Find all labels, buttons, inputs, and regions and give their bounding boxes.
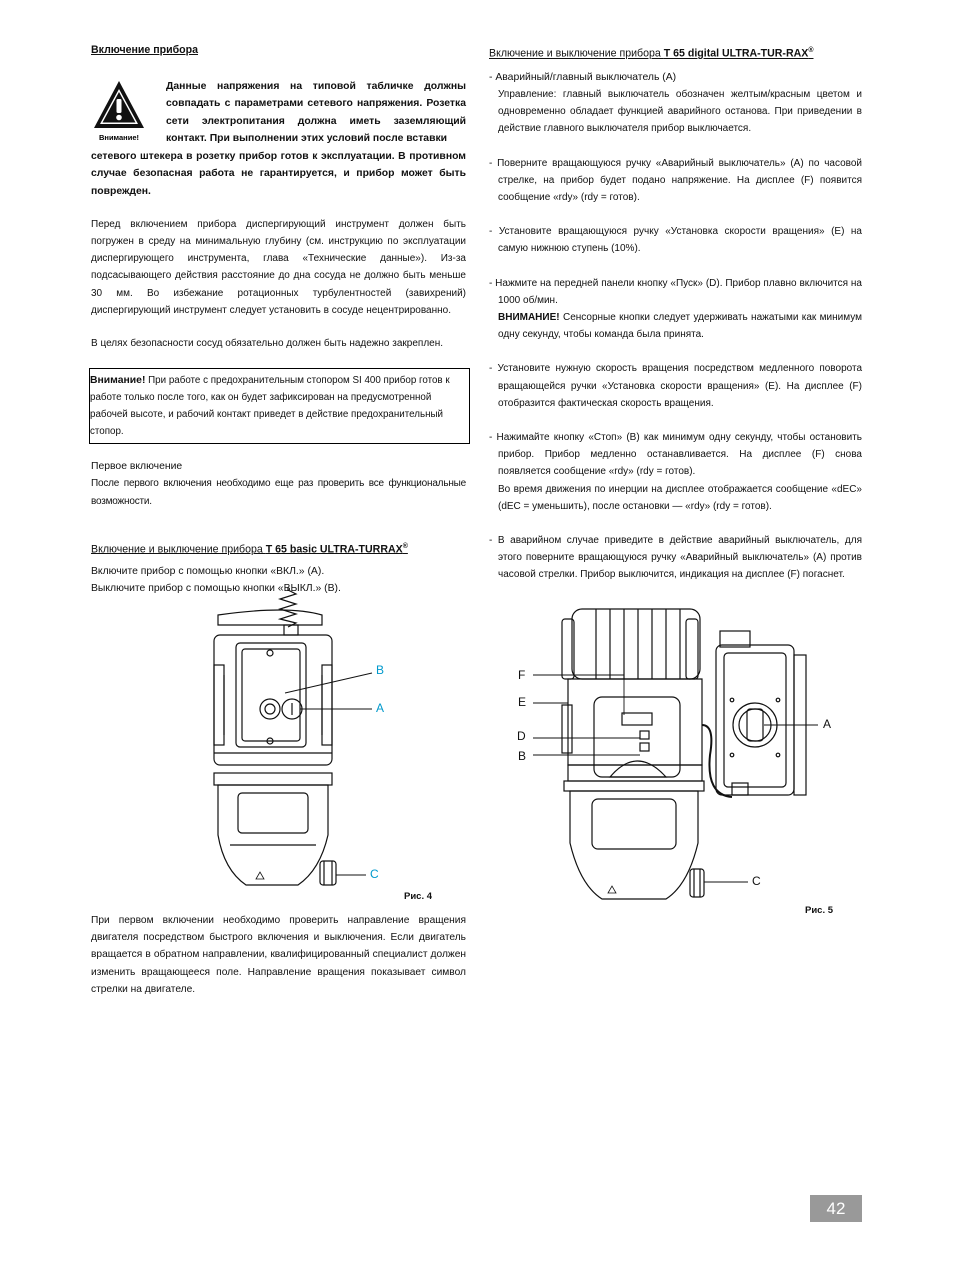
fig4-label-a: A xyxy=(376,701,385,715)
fig5-label-f: F xyxy=(518,668,526,682)
fig4-caption: Рис. 4 xyxy=(404,891,433,902)
right-column xyxy=(489,42,862,584)
first-start-title: Первое включение xyxy=(91,461,183,473)
step-turn-on: - Поверните вращающуюся ручку «Аварийный выключатель» (A) по часовой стрелке, на прибор будет подано напряжение. На дисплее (F) появится сообщение «rdy» (rdy = готов). xyxy=(489,157,862,203)
voltage-text: Данные напряжения на типовой табличке должны совпадать с параметрами сетевого напряжения. Розетка сети электропитания должна иметь заземляющий контакт. При выполнении этих условий после вставки xyxy=(166,81,466,144)
attention-note-box xyxy=(89,368,470,444)
step-set-speed-low: - Установите вращающуюся ручку «Установка скорости вращения» (E) на самую нижнюю ступень (10%). xyxy=(489,226,862,255)
emergency-switch-description: Управление: главный выключатель обозначен желтым/красным цветом и одновременно обладает функцией аварийного останова. При приведении в действие главного выключателя прибор выключается. xyxy=(498,88,862,135)
first-start-text: После первого включения необходимо еще раз проверить все функциональные возможности. xyxy=(91,478,466,507)
t65-basic-drawing xyxy=(200,585,460,905)
warning-lead: ВНИМАНИЕ! xyxy=(498,311,560,323)
fig4-label-b: B xyxy=(376,663,385,677)
section-heading-switch-on: Включение прибора xyxy=(91,44,199,56)
warning-icon-label: Внимание! xyxy=(99,133,139,143)
step-emergency-off: - В аварийном случае приведите в действие аварийный выключатель, для этого поверните вращающуюся ручку «Аварийный выключатель» (A) против часовой стрелки. Прибор выключится, индикация на дисплее (F) погаснет. xyxy=(489,535,862,581)
fig4-label-c: C xyxy=(370,867,379,881)
warning-triangle-icon xyxy=(91,78,147,144)
vessel-safety-paragraph: В целях безопасности сосуд обязательно должен быть надежно закреплен. xyxy=(91,338,444,350)
left-column xyxy=(91,42,466,597)
fig5-label-e: E xyxy=(518,695,527,709)
registered-mark: ® xyxy=(402,542,408,550)
rotation-direction-text: При первом включении необходимо проверить направление вращения двигателя посредством быстрого включения и выключения. Если двигатель вращается в обратном направлении, квалифицированный специалист должен изменить вращающееся поле. Направление вращения показывает символ стрелки на двигателе. xyxy=(91,915,466,995)
coast-down-text: Во время движения по инерции на дисплее отображается сообщение «dEC» (dEC = уменьшить), после остановки — «rdy» (rdy = готов). xyxy=(498,483,862,512)
warning-text: Сенсорные кнопки следует удерживать нажатыми как минимум одну секунду, чтобы команда была принята. xyxy=(498,311,862,341)
attention-text: При работе с предохранительным стопором SI 400 прибор готов к работе только после того, как он будет зафиксирован на предусмотренной рабочей высоте, и рабочий контакт приведет в действие предохранительный стопор. xyxy=(90,375,450,438)
attention-lead: Внимание! xyxy=(90,375,146,387)
immersion-paragraph: Перед включением прибора диспергирующий инструмент должен быть погружен в среду на минимальную глубину (см. инструкцию по эксплуатации диспергирующего инструмента, глава «Технические данные»). Из-за подсасывающего действия расстояние до дна сосуда не должно быть меньше 30 мм. Во избежание ротационных турбулентностей (завихрений) диспергирующий инструмент следует установить в сосуде нецентрированно. xyxy=(91,218,466,316)
section-heading-t65-basic xyxy=(91,538,466,559)
heading-model: T 65 digital ULTRA-TUR-RAX xyxy=(663,47,809,60)
warning-block xyxy=(91,78,466,148)
page-number: 42 xyxy=(810,1195,862,1222)
touch-button-warning xyxy=(489,309,862,343)
registered-mark: ® xyxy=(808,47,814,54)
fig5-label-c: C xyxy=(752,874,761,888)
fig5-label-a: A xyxy=(823,717,832,731)
step-adjust-speed: - Установите нужную скорость вращения посредством медленного поворота вращающейся ручки «Установка скорости вращения» (E). На дисплее (F) отобразится фактическая скорость вращения. xyxy=(489,363,862,409)
voltage-text-continued: сетевого штекера в розетку прибор готов к эксплуатации. В противном случае безопасная работа не гарантируется, и прибор может быть поврежден. xyxy=(91,151,466,197)
figure-5 xyxy=(510,605,855,905)
heading-prefix: Включение и выключение прибора xyxy=(489,47,664,60)
rotation-direction-paragraph xyxy=(91,912,466,998)
heading-prefix: Включение и выключение прибора xyxy=(91,543,266,556)
on-instruction: Включите прибор с помощью кнопки «ВКЛ.» (A). xyxy=(91,565,325,577)
fig5-label-b: B xyxy=(518,749,527,763)
figure-4 xyxy=(200,585,460,905)
t65-digital-drawing xyxy=(510,605,855,905)
fig5-caption: Рис. 5 xyxy=(805,905,834,916)
fig5-label-d: D xyxy=(517,729,526,743)
off-instruction: Выключите прибор с помощью кнопки «ВЫКЛ.» (B). xyxy=(91,582,341,594)
emergency-switch-subheading: - Аварийный/главный выключатель (A) xyxy=(489,71,677,83)
section-heading-t65-digital xyxy=(489,42,862,63)
step-press-start: - Нажмите на передней панели кнопку «Пуск» (D). Прибор плавно включится на 1000 об/мин. xyxy=(489,277,862,306)
step-press-stop: - Нажимайте кнопку «Стоп» (B) как минимум одну секунду, чтобы остановить прибор. Прибор медленно останавливается. На дисплее (F) снова появляется сообщение «rdy» (rdy = готов). xyxy=(489,431,862,478)
heading-model: T 65 basic ULTRA-TURRAX xyxy=(265,543,403,556)
